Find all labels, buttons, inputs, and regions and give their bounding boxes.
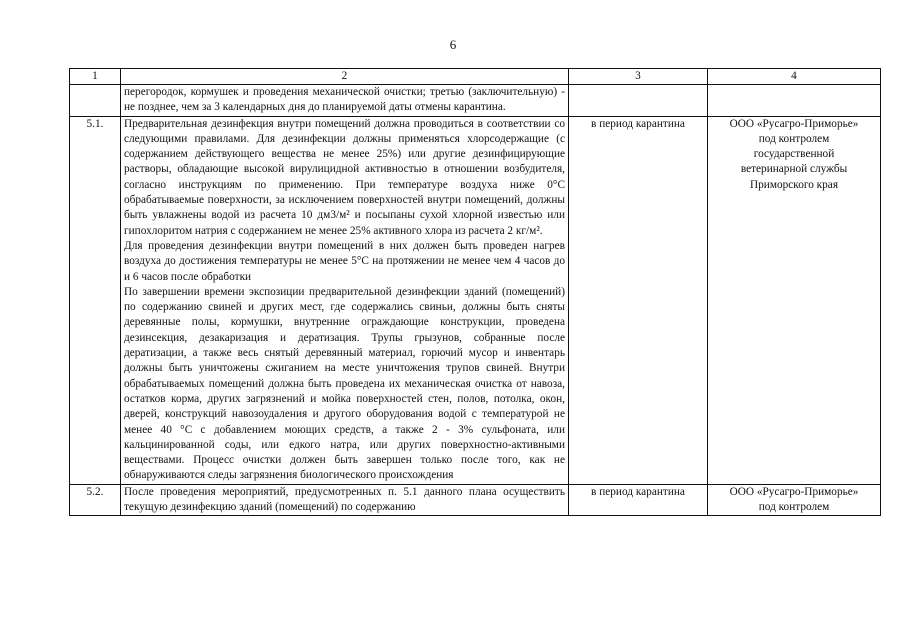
column-header-3: 3 — [569, 69, 708, 85]
responsible-line: под контролем — [758, 501, 830, 514]
row-number: 5.2. — [70, 484, 121, 515]
paragraph: Предварительная дезинфекция внутри помещений должна проводиться в соответствии со следующими правилами. Для дезинфекции должны применяться хлорсодержащие (с содержанием действующего вещества не менее 25%) или другие дезинфицирующие растворы, обладающие высокой вирулицидной активностью в отношении возбудителя, согласно инструкциям по применению. При температуре воздуха ниже 0°С обрабатываемые поверхности, за исключением поверхностей внутри помещений, должны быть увлажнены водой из расчета 10 дм3/м² и посыпаны сухой хлорной известью или гипохлоритом натрия с содержанием не менее 25% активного хлора из расчета 2 кг/м². — [124, 117, 565, 237]
responsible-line: ООО «Русагро-Приморье» — [729, 485, 859, 498]
period-cell — [569, 85, 708, 117]
table-row-continuation — [70, 85, 881, 117]
column-header-4: 4 — [708, 69, 881, 85]
responsible-line: под контролем — [758, 132, 830, 145]
period: в период карантина — [569, 484, 708, 515]
row-number: 5.1. — [70, 116, 121, 484]
responsible-line: Приморского края — [749, 178, 839, 191]
table-row-5-2 — [70, 484, 881, 515]
column-header-2: 2 — [121, 69, 569, 85]
paragraph: По завершении времени экспозиции предварительной дезинфекции зданий (помещений) по содержанию свиней и других мест, где содержались свиньи, должны быть сняты деревянные полы, кормушки, внутренние ограждающие конструкции, проведена дезинсекция, дезакаризация и дератизация. Трупы грызунов, собранные после дератизации, а также весь снятый деревянный материал, горючий мусор и инвентарь должны быть уничтожены сжиганием на месте уничтожения трупов свиней. Внутри обрабатываемых помещений должна быть проведена их механическая очистка от навоза, остатков корма, других загрязнений и мойка поверхностей стен, полов, потолка, окон, дверей, конструкций навозоудаления и другого оборудования водой с температурой не менее 40 °С с добавлением моющих средств, а также 2 - 3% сульфоната, или кальцинированной соды, или едкого натра, или других поверхностно-активными веществами. Процесс очистки должен быть завершен только после того, как не обнаруживаются следы загрязнения биологического происхождения — [124, 285, 565, 482]
paragraph: Для проведения дезинфекции внутри помещений в них должен быть проведен нагрев воздуха до достижения температуры не менее 5°С на протяжении не менее чем 4 часов до и 6 часов после обработки — [124, 239, 565, 283]
responsible-party — [708, 116, 881, 484]
responsible-line: государственной — [753, 148, 835, 161]
continuation-text: перегородок, кормушек и проведения механической очистки; третью (заключительную) - не позднее, чем за 3 календарных дня до планируемой даты отмены карантина. — [121, 85, 569, 117]
responsible-line: ООО «Русагро-Приморье» — [729, 117, 859, 130]
responsible-party — [708, 484, 881, 515]
action-plan-table — [69, 68, 881, 516]
page-number: 6 — [449, 37, 457, 52]
paragraph: После проведения мероприятий, предусмотренных п. 5.1 данного плана осуществить текущую дезинфекцию зданий (помещений) по содержанию — [124, 485, 565, 514]
measure-description — [121, 484, 569, 515]
period: в период карантина — [569, 116, 708, 484]
column-header-1: 1 — [70, 69, 121, 85]
responsible-line: ветеринарной службы — [740, 163, 848, 176]
table-row-5-1 — [70, 116, 881, 484]
row-number-cell — [70, 85, 121, 117]
table-header-row — [70, 69, 881, 85]
responsible-cell — [708, 85, 881, 117]
measure-description — [121, 116, 569, 484]
